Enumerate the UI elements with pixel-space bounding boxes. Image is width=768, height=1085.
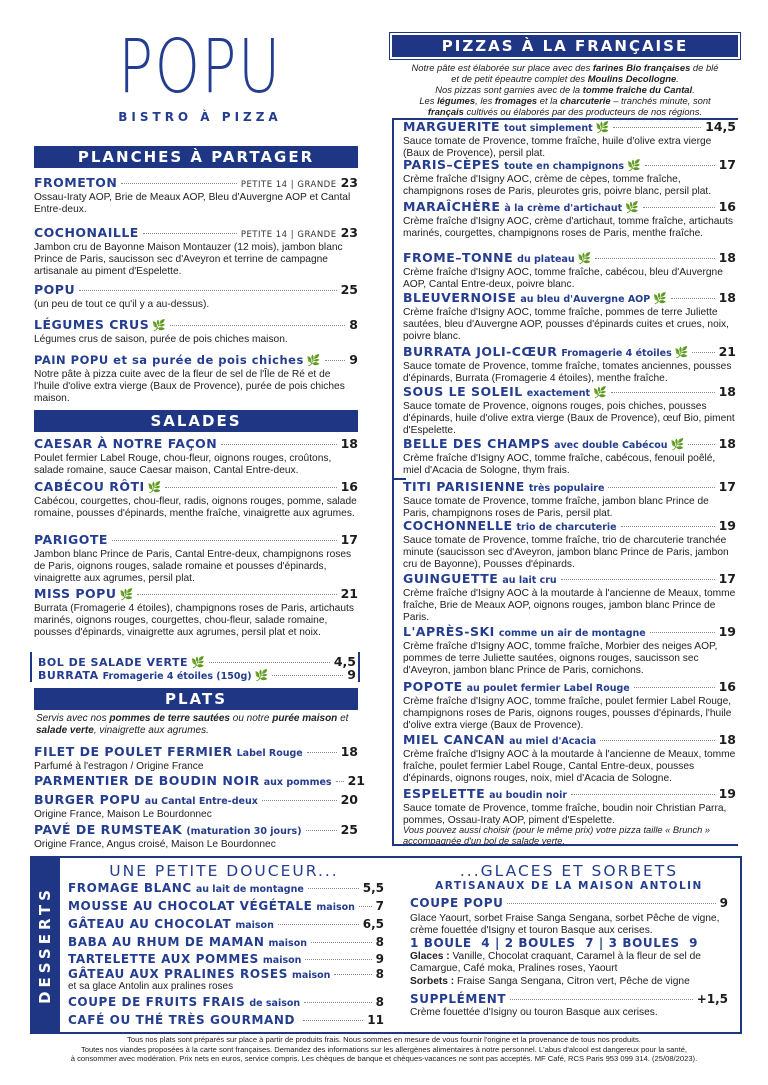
item-name: PARMENTIER DE BOUDIN NOIR [34, 773, 260, 788]
dot-leader [262, 800, 337, 801]
item-name: FILET DE POULET FERMIER [34, 744, 233, 759]
menu-item [38, 667, 356, 683]
dot-leader [209, 662, 330, 663]
item-price: 19 [718, 786, 736, 801]
item-sub: aux pommes [263, 777, 332, 788]
dot-leader [561, 579, 715, 580]
item-price: 21 [718, 344, 736, 359]
item-sub: trio de charcuterie [516, 522, 617, 533]
item-name: FROMETON [34, 175, 118, 190]
item-name: L'APRÈS-SKI [403, 624, 495, 639]
item-name: GUINGUETTE [403, 571, 499, 586]
item-desc: Origine France, Maison Le Bourdonnec [34, 809, 212, 820]
item-name: COUPE POPU [410, 896, 504, 910]
item-desc: Cabécou, courgettes, chou-fleur, radis, oignons rouges, pomme, salade romaine, pousses d'épinards, menthe fraîche, vinaigrette aux agrumes. [34, 496, 357, 519]
desserts-label-wrap [30, 856, 60, 1034]
item-price: 6,5 [362, 917, 384, 931]
dot-leader [650, 632, 715, 633]
sorbets-list: Sorbets : Fraise Sanga Sengana, Citron vert, Pêche de vigne [410, 976, 690, 987]
boules-pricing: 1 BOULE 4 | 2 BOULES 7 | 3 BOULES 9 [410, 936, 699, 950]
item-name: MARAÎCHÈRE [403, 199, 501, 214]
dot-leader [143, 233, 237, 234]
menu-item [34, 532, 358, 585]
item-sub: au Cantal Entre-deux [144, 796, 258, 807]
meat-group-rule [392, 478, 394, 844]
legal-footer [0, 1035, 768, 1064]
vegetarian-leaf-icon: 🌿 [577, 252, 592, 265]
menu-item [34, 479, 358, 520]
item-price: 11 [367, 1013, 384, 1027]
dessert-item [68, 1013, 384, 1029]
item-sub: au lait de montagne [195, 884, 304, 895]
item-sub: maison [235, 920, 274, 931]
item-sub: du plateau [517, 254, 575, 265]
item-price: 9 [347, 667, 356, 682]
dot-leader [112, 540, 337, 541]
dessert-item [68, 881, 384, 897]
pizza-item [403, 479, 736, 520]
item-price: 21 [347, 773, 365, 788]
glaces-title: ...GLACES ET SORBETS [459, 862, 679, 880]
dot-leader [305, 959, 371, 960]
item-name: SOUS LE SOLEIL [403, 384, 523, 399]
pizza-item [403, 786, 736, 827]
item-price: 17 [718, 157, 736, 172]
menu-item [34, 282, 358, 311]
coupe-popu-desc: Glace Yaourt, sorbet Fraise Sanga Sengana, sorbet Pêche de vigne, crème fouettée d'Isigny et touron Basque aux cerises. [410, 913, 720, 936]
dot-leader [79, 290, 336, 291]
item-desc: Légumes crus de saison, purée de pois chiches maison. [34, 334, 288, 345]
item-desc: Crème fraîche d'Isigny AOC, tomme fraîche, cabécou, bleu d'Auvergne AOP, Cantal Entre-deux, poivre blanc. [403, 267, 723, 290]
item-name: COCHONNELLE [403, 518, 513, 533]
footer-line: Tous nos plats sont préparés sur place à partir de produits frais. Nous sommes en mesure de vous fournir l'origine et la provenance de tous nos produits. [127, 1035, 641, 1044]
menu-item [34, 317, 358, 346]
item-name: MIEL CANCAN [403, 732, 506, 747]
dot-leader [137, 594, 336, 595]
item-price: 8 [375, 995, 384, 1009]
salades-header: SALADES [34, 410, 358, 432]
menu-item [34, 773, 365, 789]
vegetarian-leaf-icon: 🌿 [152, 319, 166, 332]
item-desc: (un peu de tout ce qu'il y a au-dessus). [34, 299, 210, 310]
item-price: 18 [718, 436, 736, 451]
item-price: 7 [375, 899, 384, 913]
dot-leader [688, 444, 714, 445]
dot-leader [221, 444, 336, 445]
item-desc: Sauce tomate de Provence, tomme fraîche, huile d'olive extra vierge (Baux de Provence), persil plat. [403, 136, 712, 159]
pizza-item [403, 344, 736, 385]
item-name: PARIS–CÈPES [403, 157, 501, 172]
dot-leader [643, 207, 715, 208]
item-sub: au poulet fermier Label Rouge [466, 683, 630, 694]
item-desc: Crème fraîche d'Isigny AOC à la moutarde à l'ancienne de Meaux, tomme fraîche, Brie de Meaux AOP, oignons rouges, jambon blanc Prince de Paris. [403, 588, 736, 623]
dot-leader [507, 903, 715, 904]
item-desc: Sauce tomate de Provence, tomme fraîche, jambon blanc Prince de Paris, champignons roses de Paris, persil plat. [403, 496, 709, 519]
item-sub: très populaire [528, 483, 605, 494]
plats-header: PLATS [34, 688, 358, 710]
item-name: BURGER POPU [34, 792, 141, 807]
item-desc: Poulet fermier Label Rouge, chou-fleur, oignons rouges, croûtons, salade romaine, sauce Caesar maison, Cantal Entre-deux. [34, 453, 332, 476]
item-price: 19 [718, 624, 736, 639]
item-price: 8 [375, 935, 384, 949]
item-price: 17 [718, 479, 736, 494]
item-desc: Crème fraîche d'Isigny AOC, tomme fraîche, pommes de terre Juliette sautées, bleu d'Auvergne AOP, pousses d'épinards cuites et crues, noix, poivre blanc. [403, 307, 729, 342]
vegetarian-leaf-icon: 🌿 [670, 438, 685, 451]
pizza-item [403, 157, 736, 198]
item-desc: Crème fraîche d'Isigny AOC, tomme fraîche, poulet fermier Label Rouge, champignons roses de Paris, oignons rouges, pousses d'épinards, l'huile d'olive extra vierge (Baux de Provence). [403, 696, 732, 731]
item-sub: Fromagerie 4 étoiles (150g) [102, 671, 252, 682]
item-price: 5,5 [362, 881, 384, 895]
coupe-popu-row [410, 896, 728, 912]
item-desc: Sauce tomate de Provence, tomme fraîche, trio de charcuterie tranchée minute (saucisson sec d'Aveyron, jambon blanc Prince de Paris, jambon cru de Bayonne), Pousses d'épinards. [403, 535, 729, 570]
item-price: 18 [718, 250, 736, 265]
footer-line: à consommer avec modération. Prix nets en euros, service compris. Les chèques de banque et chèques-vacances ne sont pas acceptés. MF Café, RCS Paris 953 099 314. (25/08/2023). [70, 1054, 698, 1063]
item-name: BURRATA JOLI-CŒUR [403, 344, 558, 359]
desserts-label: DESSERTS [36, 886, 55, 1004]
pizza-item [403, 518, 736, 571]
item-desc: Ossau-Iraty AOP, Brie de Meaux AOP, Bleu d'Auvergne AOP et Cantal Entre-deux. [34, 192, 351, 215]
dot-leader [634, 687, 715, 688]
footer-line: Toutes nos viandes proposées à la carte sont françaises. Demandez des informations sur les allergènes alimentaires à notre personnel. L'abus d'alcool est dangereux pour la santé, [80, 1044, 688, 1054]
menu-item [34, 822, 358, 851]
item-desc: Crème fraîche d'Isigny AOC, crème d'artichaut, tomme fraîche, artichauts marinés, courgettes, champignons roses de Paris, menthe fraîche. [403, 216, 734, 239]
item-sub: de saison [249, 998, 301, 1009]
item-price: 17 [340, 532, 358, 547]
item-desc: Sauce tomate de Provence, oignons rouges, pois chiches, pousses d'épinards, huile d'olive extra vierge (Baux de Provence), œuf Bio, piment d'Espelette. [403, 401, 735, 436]
plats-intro: Servis avec nos pommes de terre sautées ou notre purée maison et salade verte, vinaigrette aux agrumes. [36, 713, 349, 736]
pizza-item [403, 250, 736, 291]
dot-leader [307, 752, 337, 753]
item-sizes: PETITE 14 | GRANDE [240, 180, 337, 190]
item-price: 21 [340, 586, 358, 601]
item-price: 18 [718, 384, 736, 399]
menu-item [34, 352, 358, 405]
logo-wordmark: POPU [118, 24, 282, 110]
item-price: 4,5 [333, 654, 356, 669]
item-price: 8 [375, 967, 384, 981]
item-name: PAIN POPU et sa purée de pois chiches [34, 353, 304, 367]
item-sub: (maturation 30 jours) [186, 826, 302, 837]
dot-leader [121, 183, 236, 184]
dessert-item [68, 899, 384, 915]
item-price: 9 [375, 952, 384, 966]
vegetarian-leaf-icon: 🌿 [627, 159, 641, 172]
item-sub: à la crème d'artichaut [504, 203, 623, 214]
dot-leader [645, 165, 715, 166]
dot-leader [303, 1020, 363, 1021]
vegetarian-leaf-icon: 🌿 [593, 386, 607, 399]
supplement-row [410, 992, 728, 1008]
dot-leader [304, 1002, 371, 1003]
item-desc: Jambon cru de Bayonne Maison Montauzer (12 mois), jambon blanc Prince de Paris, saucisson sec d'Aveyron et terrine de campagne artisanale au piment d'Espelette. [34, 242, 343, 277]
menu-item [34, 586, 358, 639]
dessert-item [68, 935, 384, 951]
pizza-item [403, 571, 736, 624]
item-desc: Notre pâte à pizza cuite avec de la fleur de sel de l'Île de Ré et de l'huile d'olive extra vierge (Baux de Provence), purée de pois chiches maison. [34, 369, 345, 404]
item-name: LÉGUMES CRUS [34, 317, 150, 332]
dessert-item [68, 995, 384, 1011]
item-name: POPU [34, 282, 76, 297]
dessert-item [68, 917, 384, 933]
pizza-item [403, 732, 736, 785]
item-desc: Crème fraîche d'Isigny AOC à la moutarde à l'ancienne de Meaux, tomme fraîche, poulet fermier Label Rouge, Cantal Entre-deux, pousses d'épinards, oignons rouges, noix, miel d'Acacia de Sologne. [403, 749, 736, 784]
item-desc: Origine France, Angus croisé, Maison Le Bourdonnec [34, 839, 276, 850]
item-sub: maison [262, 955, 302, 966]
item-sub: tout simplement [504, 123, 593, 134]
item-name: TITI PARISIENNE [403, 479, 525, 494]
pizza-item [403, 679, 736, 732]
dot-leader [611, 392, 715, 393]
pizza-item [403, 436, 736, 477]
item-price: 19 [718, 518, 736, 533]
item-price: 9 [719, 896, 728, 910]
item-price: 18 [340, 744, 358, 759]
item-price: 14,5 [705, 119, 736, 134]
item-sub: au miel d'Acacia [509, 736, 597, 747]
item-sub: exactement [526, 388, 590, 399]
item-price: 20 [340, 792, 358, 807]
item-price: 18 [340, 436, 358, 451]
item-name: COUPE DE FRUITS FRAIS [68, 995, 246, 1009]
pizzas-header: PIZZAS À LA FRANÇAISE [392, 35, 738, 57]
logo [80, 24, 320, 140]
item-price: +1,5 [696, 992, 728, 1006]
menu-item [34, 175, 358, 216]
item-name: MOUSSE AU CHOCOLAT VÉGÉTALE [68, 899, 313, 913]
vegetarian-leaf-icon: 🌿 [674, 346, 689, 359]
vegetarian-leaf-icon: 🌿 [254, 669, 269, 682]
item-price: 23 [340, 175, 358, 190]
item-price: 25 [340, 822, 358, 837]
dot-leader [311, 942, 372, 943]
item-sub: Fromagerie 4 étoiles [561, 348, 672, 359]
item-name: PARIGOTE [34, 532, 108, 547]
item-price: 9 [349, 352, 358, 367]
item-name: BOL DE SALADE VERTE [38, 656, 189, 669]
item-sub: avec double Cabécou [554, 440, 668, 451]
dot-leader [671, 298, 715, 299]
pizza-item [403, 624, 736, 677]
item-name: MARGUERITE [403, 119, 501, 134]
item-price: 8 [349, 317, 358, 332]
vegetarian-leaf-icon: 🌿 [119, 588, 134, 601]
menu-item [34, 792, 358, 821]
dot-leader [308, 888, 359, 889]
item-name: BURRATA [38, 669, 99, 682]
item-name: CAFÉ OU THÉ TRÈS GOURMAND [68, 1013, 296, 1027]
dot-leader [571, 794, 715, 795]
item-price: 16 [718, 199, 736, 214]
dot-leader [325, 360, 346, 361]
pizza-item [403, 384, 736, 437]
dot-leader [510, 999, 693, 1000]
veg-group-rule [392, 118, 394, 478]
item-sub: Label Rouge [236, 748, 303, 759]
menu-item [34, 225, 358, 278]
dot-leader [278, 924, 359, 925]
item-name: MISS POPU [34, 586, 117, 601]
vegetarian-leaf-icon: 🌿 [595, 121, 610, 134]
item-price: 16 [340, 479, 358, 494]
item-desc: Crème fraîche d'Isigny AOC, tomme fraîche, cabécous, fenouil poêlé, miel d'Acacia de Sologne, thym frais. [403, 453, 716, 476]
item-name: GÂTEAU AUX PRALINES ROSES [68, 967, 288, 981]
item-price: 18 [718, 290, 736, 305]
glaces-subtitle: ARTISANAUX DE LA MAISON ANTOLIN [435, 880, 703, 892]
dot-leader [272, 675, 343, 676]
item-sub: au boudin noir [489, 790, 568, 801]
supplement-desc: Crème fouettée d'Isigny ou touron Basque aux cerises. [410, 1007, 658, 1018]
vegetarian-leaf-icon: 🌿 [653, 292, 667, 305]
item-name: CABÉCOU RÔTI [34, 479, 145, 494]
pizza-item [403, 119, 736, 160]
vegetarian-leaf-icon: 🌿 [625, 201, 639, 214]
pizza-item [403, 199, 736, 240]
dot-leader [165, 487, 336, 488]
item-desc: Sauce tomate de Provence, tomme fraîche, boudin noir Christian Parra, pommes, Ossau-Iraty AOP, piment d'Espelette. [403, 803, 727, 826]
item-price: 23 [340, 225, 358, 240]
item-name: FROMAGE BLANC [68, 881, 192, 895]
praline-note: et sa glace Antolin aux pralines roses [68, 981, 234, 992]
vegetarian-leaf-icon: 🌿 [191, 656, 205, 669]
dot-leader [600, 740, 714, 741]
item-name: BLEUVERNOISE [403, 290, 517, 305]
item-price: 17 [718, 571, 736, 586]
douceur-title: UNE PETITE DOUCEUR... [109, 862, 339, 880]
planches-header: PLANCHES À PARTAGER [34, 146, 358, 168]
item-name: PAVÉ DE RUMSTEAK [34, 822, 183, 837]
item-desc: Jambon blanc Prince de Paris, Cantal Entre-deux, champignons roses de Paris, oignons rouges, salade romaine et pousses d'épinards, vinaigrette aux agrumes, persil plat. [34, 549, 352, 584]
vegetarian-leaf-icon: 🌿 [306, 354, 321, 367]
item-name: CAESAR À NOTRE FAÇON [34, 436, 218, 451]
item-name: TARTELETTE AUX POMMES [68, 952, 259, 966]
item-sub: comme un air de montagne [498, 628, 646, 639]
item-sub: au lait cru [502, 575, 557, 586]
dot-leader [336, 781, 344, 782]
item-sub: maison [291, 970, 331, 981]
dot-leader [359, 906, 372, 907]
item-price: 25 [340, 282, 358, 297]
item-name: BELLE DES CHAMPS [403, 436, 551, 451]
dot-leader [306, 830, 337, 831]
menu-item [34, 436, 358, 477]
pizzas-outro: Vous pouvez aussi choisir (pour le même prix) votre pizza taille « Brunch » accompagnée d'un bol de salade verte. [403, 825, 711, 846]
item-sizes: PETITE 14 | GRANDE [240, 230, 337, 240]
vegetarian-leaf-icon: 🌿 [147, 481, 162, 494]
item-name: BABA AU RHUM DE MAMAN [68, 935, 265, 949]
item-desc: Crème fraîche d'Isigny AOC, tomme fraîche, Morbier des neiges AOP, pommes de terre Juliette sautées, oignons rouges, saucisson sec d'Aveyron, jambon blanc Prince de Paris, cornichons. [403, 641, 718, 676]
dot-leader [621, 526, 715, 527]
item-sub: au bleu d'Auvergne AOP [520, 294, 651, 305]
dot-leader [595, 258, 714, 259]
dot-leader [613, 127, 701, 128]
item-name: SUPPLÉMENT [410, 992, 507, 1006]
logo-tagline: BISTRO À PIZZA [118, 110, 282, 124]
dot-leader [170, 325, 345, 326]
item-sub: maison [316, 902, 355, 913]
dessert-item [68, 952, 384, 968]
item-desc: Parfumé à l'estragon / Origine France [34, 761, 204, 772]
dot-leader [608, 487, 714, 488]
item-name: FROME–TONNE [403, 250, 514, 265]
item-desc: Sauce tomate de Provence, tomme fraîche, tomates anciennes, pousses d'épinards, Burrata (Fromagerie 4 étoiles), menthe fraîche. [403, 361, 732, 384]
dot-leader [334, 974, 371, 975]
dot-leader [692, 352, 714, 353]
item-sub: maison [268, 938, 307, 949]
menu-item [34, 744, 358, 773]
item-name: ESPELETTE [403, 786, 486, 801]
item-desc: Burrata (Fromagerie 4 étoiles), champignons roses de Paris, artichauts marinés, oignons rouges, courgettes, chou-fleur, salade romaine, pousses d'épinards, vinaigrette aux agrumes, persil plat et noix. [34, 603, 354, 638]
item-name: COCHONAILLE [34, 225, 139, 240]
pizzas-intro: Notre pâte est élaborée sur place avec des farines Bio françaises de blé et de petit épeautre complet des Moulins Decollogne. Nos pizzas sont garnies avec de la tomme fraîche du Cantal. Les légumes, les fromages et la charcuterie – tranchés minute, sont français cultivés ou élaborés par des producteurs de nos régions. [411, 62, 719, 117]
item-name: GÂTEAU AU CHOCOLAT [68, 917, 232, 931]
item-sub: toute en champignons [504, 161, 625, 172]
item-name: POPOTE [403, 679, 463, 694]
glaces-list: Glaces : Vanille, Chocolat craquant, Caramel à la fleur de sel de Camargue, Café moka, Pralines roses, Yaourt [410, 951, 701, 974]
pizza-item [403, 290, 736, 343]
item-desc: Crème fraîche d'Isigny AOC, crème de cèpes, tomme fraîche, champignons roses de Paris, pleurotes gris, poivre blanc, persil plat. [403, 174, 712, 197]
item-price: 18 [718, 732, 736, 747]
item-price: 16 [718, 679, 736, 694]
